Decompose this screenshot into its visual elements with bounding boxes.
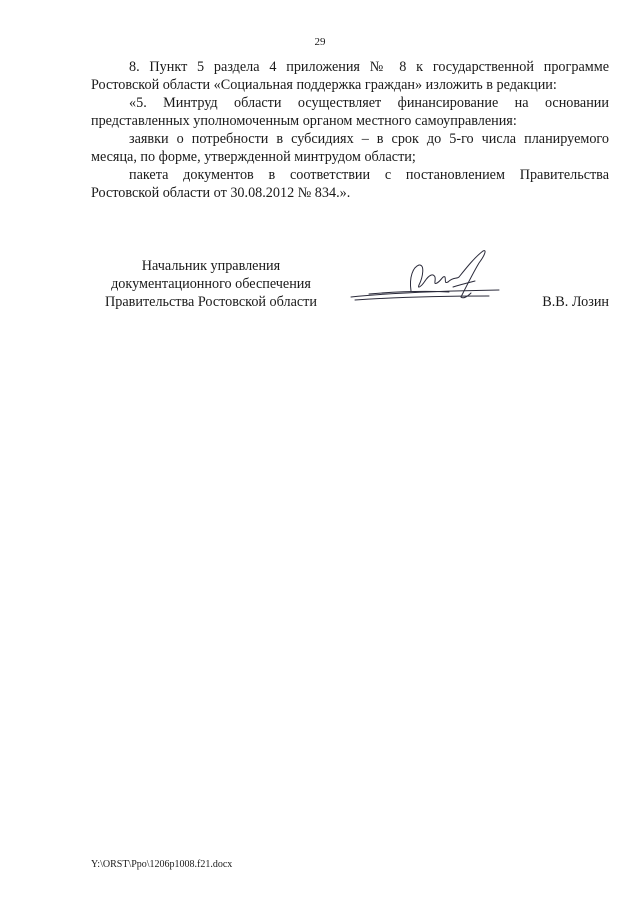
paragraph-3: заявки о потребности в субсидиях – в срок до 5-го числа планируемого месяца, по форме, утвержденной минтрудом области; bbox=[91, 131, 609, 165]
footer-file-path: Y:\ORST\Ppo\1206p1008.f21.docx bbox=[91, 859, 233, 870]
signature-block bbox=[91, 257, 609, 317]
signatory-title-line-3: Правительства Ростовской области bbox=[105, 294, 317, 310]
signatory-title-line-2: документационного обеспечения bbox=[111, 276, 311, 292]
paragraph-1: 8. Пункт 5 раздела 4 приложения № 8 к государственной программе Ростовской области «Социальная поддержка граждан» изложить в редакции: bbox=[91, 59, 609, 93]
signatory-title-line-1: Начальник управления bbox=[141, 258, 281, 274]
paragraph-2: «5. Минтруд области осуществляет финансирование на основании представленных уполномоченным органом местного самоуправления: bbox=[91, 95, 609, 129]
document-body bbox=[91, 58, 609, 202]
signatory-title bbox=[91, 257, 331, 311]
signatory-name: В.В. Лозин bbox=[542, 294, 609, 310]
handwritten-signature bbox=[349, 247, 509, 309]
paragraph-4: пакета документов в соответствии с постановлением Правительства Ростовской области от 30.08.2012 № 834.». bbox=[91, 167, 609, 201]
page-number: 29 bbox=[314, 36, 326, 48]
